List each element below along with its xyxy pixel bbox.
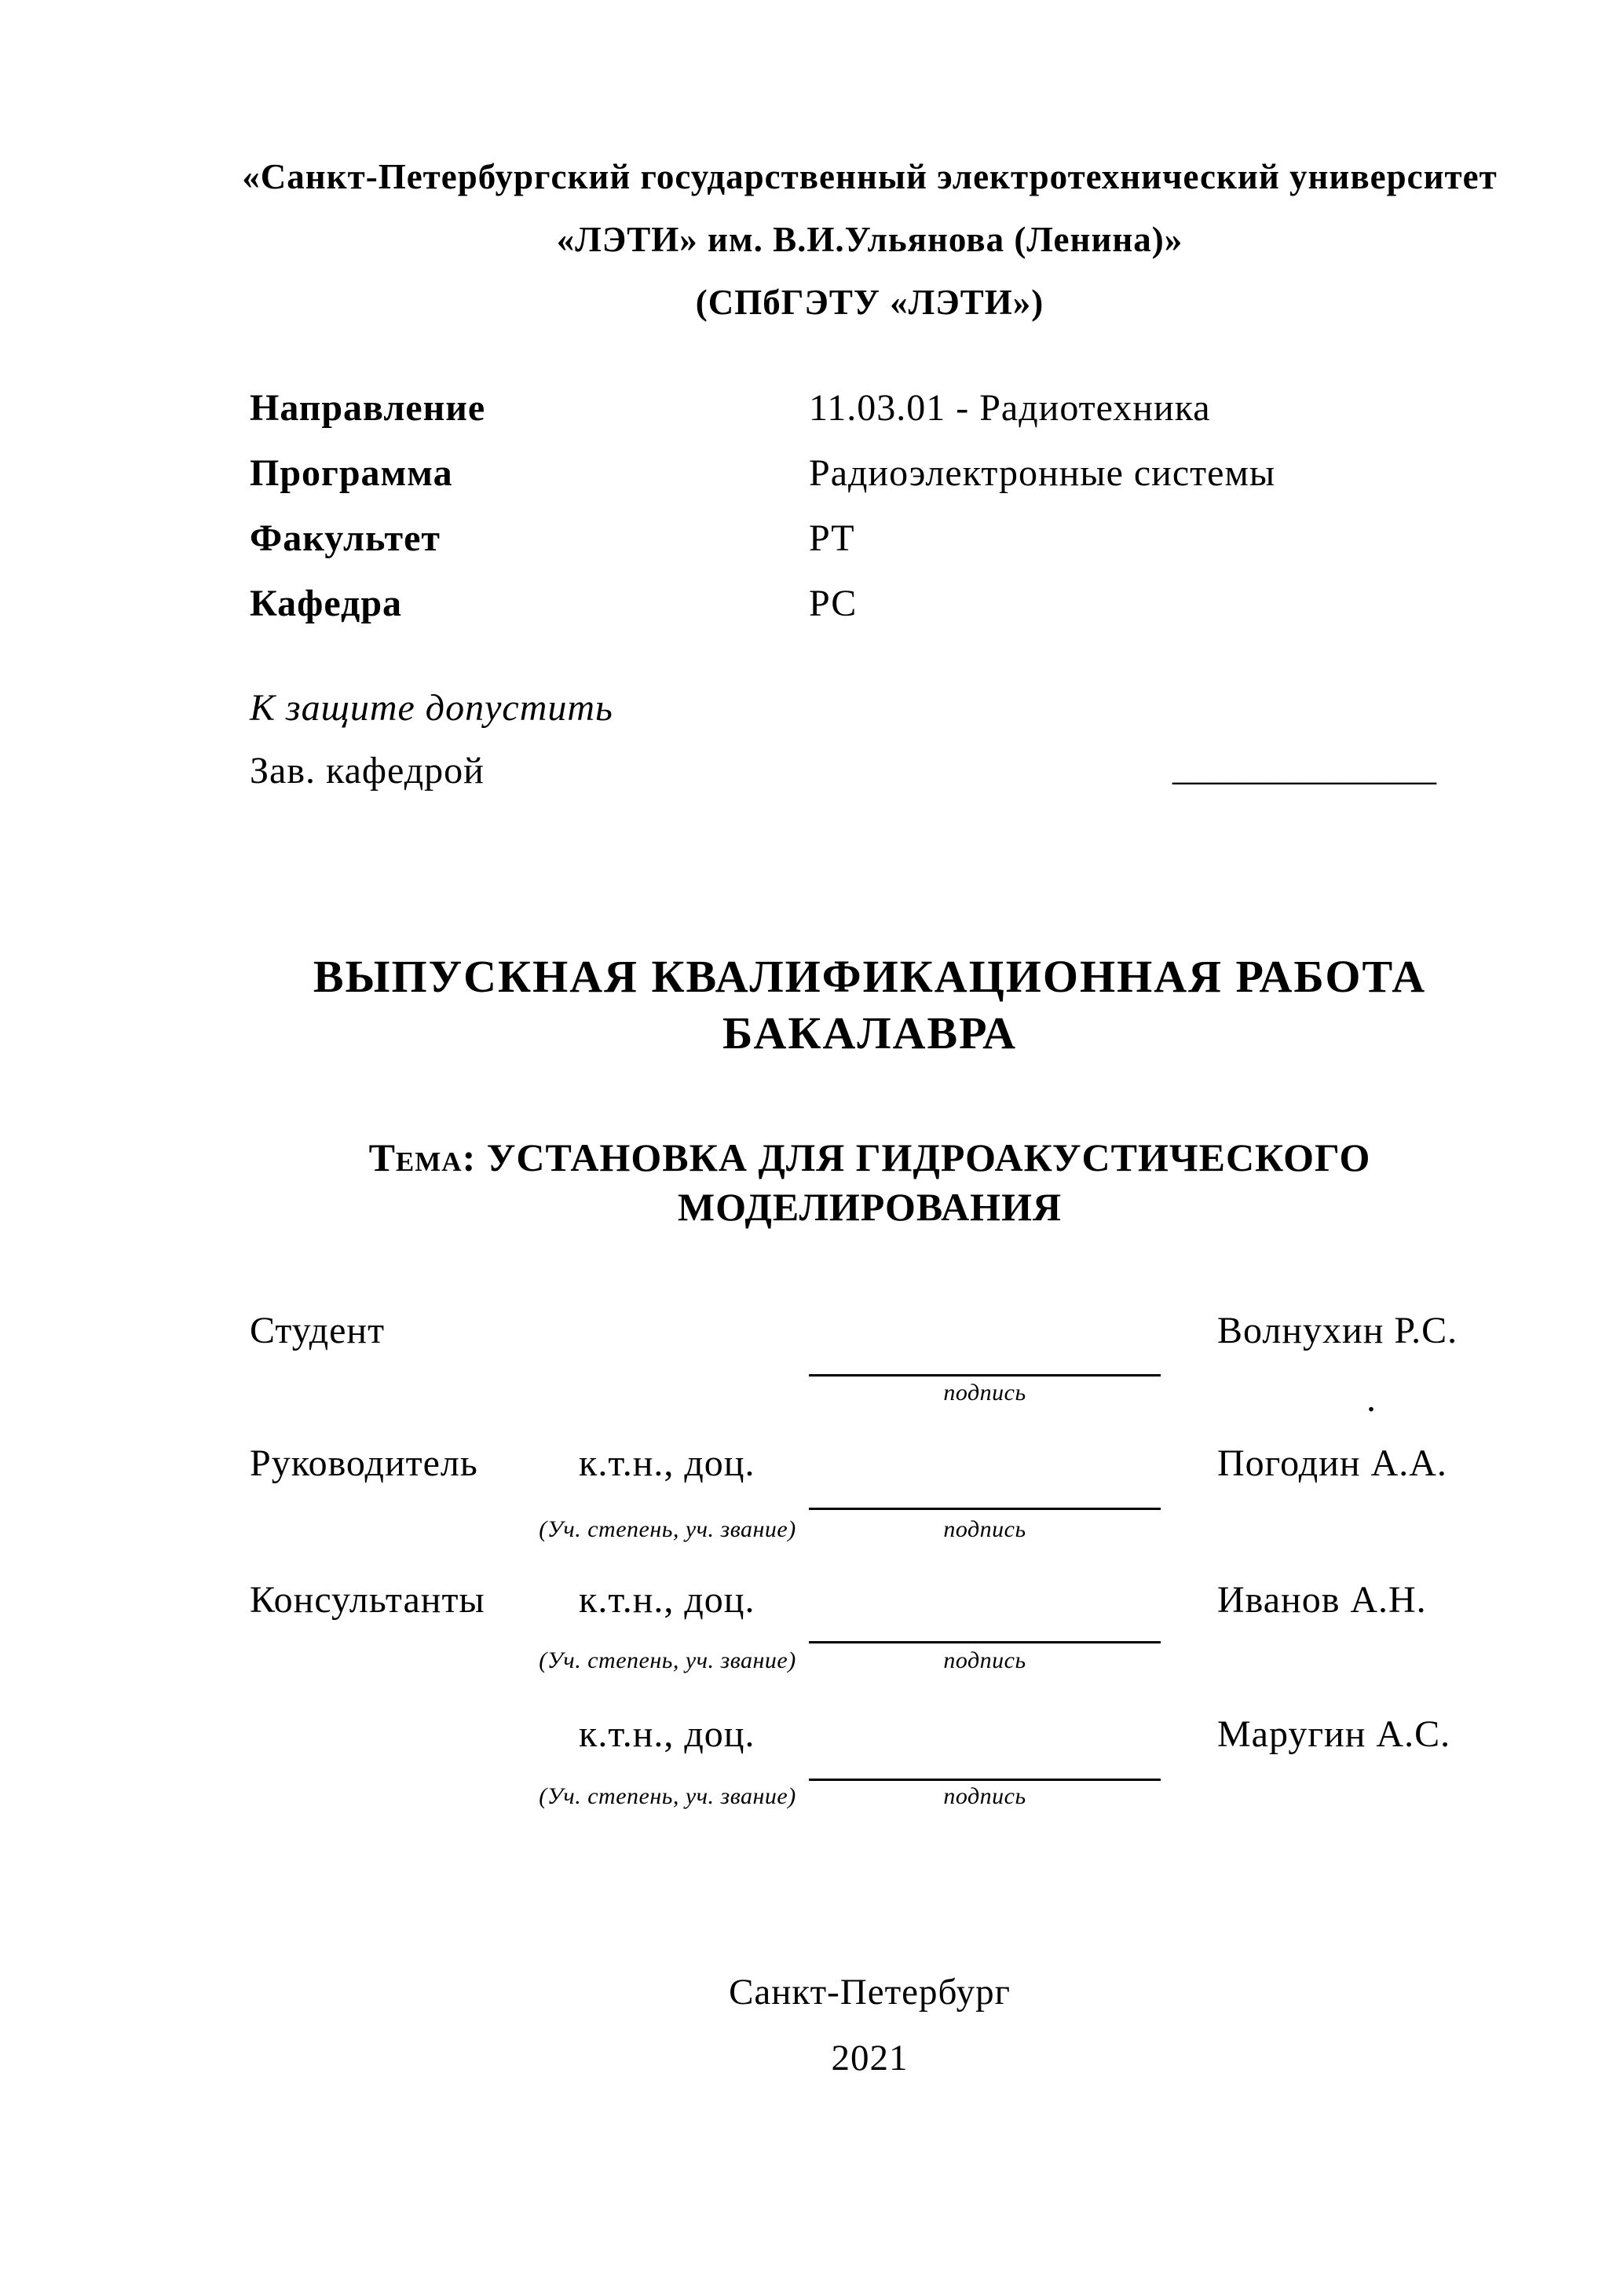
field-row-faculty: [250, 506, 1275, 571]
degree-label-supervisor: к.т.н., доц.: [579, 1442, 755, 1484]
topic-block: [232, 1133, 1508, 1232]
topic-text-line-1: УСТАНОВКА ДЛЯ ГИДРОАКУСТИЧЕСКОГО: [486, 1135, 1371, 1179]
degree-caption-consultant-2: (Уч. степень, уч. звание): [539, 1783, 796, 1809]
university-name-line-2: «ЛЭТИ» им. В.И.Ульянова (Ленина)»: [556, 220, 1183, 259]
signature-line-consultant-1: [809, 1641, 1161, 1643]
admission-approve-line: К защите допустить: [250, 687, 613, 729]
work-title: [232, 949, 1508, 1062]
field-label-direction: Направление: [250, 387, 486, 429]
footer-city: Санкт-Петербург: [729, 1972, 1011, 2013]
signer-name-consultant-1: Иванов А.Н.: [1217, 1579, 1427, 1621]
signer-name-consultant-2: Маругин А.С.: [1217, 1713, 1451, 1755]
department-head-label: Зав. кафедрой: [250, 750, 485, 792]
signature-line-student: [809, 1374, 1161, 1377]
field-row-program: [250, 441, 1275, 506]
degree-label-consultant-1: к.т.н., доц.: [579, 1579, 755, 1621]
topic-line-1: [232, 1133, 1508, 1183]
field-value-department: РС: [809, 583, 858, 624]
stray-period-mark: .: [1366, 1378, 1376, 1420]
work-title-line-1: ВЫПУСКНАЯ КВАЛИФИКАЦИОННАЯ РАБОТА: [313, 951, 1427, 1002]
signer-name-student: Волнухин Р.С.: [1217, 1310, 1458, 1351]
topic-label: Тема:: [368, 1135, 477, 1179]
signature-line-consultant-2: [809, 1779, 1161, 1781]
role-label-student: Студент: [250, 1310, 386, 1351]
signature-caption-consultant-1: подпись: [943, 1647, 1026, 1673]
signature-caption-consultant-2: подпись: [943, 1783, 1026, 1809]
signature-caption-supervisor: подпись: [943, 1516, 1026, 1542]
field-value-faculty: РТ: [809, 517, 855, 559]
footer-year: 2021: [831, 2038, 909, 2078]
degree-caption-consultant-1: (Уч. степень, уч. звание): [539, 1647, 796, 1673]
field-label-faculty: Факультет: [250, 517, 441, 559]
role-label-consultants: Консультанты: [250, 1579, 485, 1621]
university-name-line-1: «Санкт-Петербургский государственный электротехнический университет: [242, 157, 1498, 196]
field-value-program: Радиоэлектронные системы: [809, 452, 1276, 494]
field-row-direction: [250, 375, 1275, 441]
degree-label-consultant-2: к.т.н., доц.: [579, 1713, 755, 1755]
university-abbreviation: (СПбГЭТУ «ЛЭТИ»): [695, 283, 1044, 322]
field-label-department: Кафедра: [250, 583, 403, 624]
department-head-signature-blank: ______________: [1172, 747, 1436, 788]
field-row-department: [250, 571, 1275, 636]
work-title-line-2: БАКАЛАВРА: [722, 1007, 1018, 1058]
degree-caption-supervisor: (Уч. степень, уч. звание): [539, 1516, 796, 1542]
field-label-program: Программа: [250, 452, 453, 494]
signature-line-supervisor: [809, 1508, 1161, 1510]
topic-text-line-2: МОДЕЛИРОВАНИЯ: [677, 1185, 1063, 1229]
admission-block: [250, 677, 613, 803]
signature-caption-student: подпись: [943, 1380, 1026, 1406]
role-label-supervisor: Руководитель: [250, 1442, 478, 1484]
program-fields: [250, 375, 1275, 636]
signer-name-supervisor: Погодин А.А.: [1217, 1442, 1447, 1484]
university-header: [232, 145, 1508, 334]
field-value-direction: 11.03.01 - Радиотехника: [809, 387, 1211, 429]
